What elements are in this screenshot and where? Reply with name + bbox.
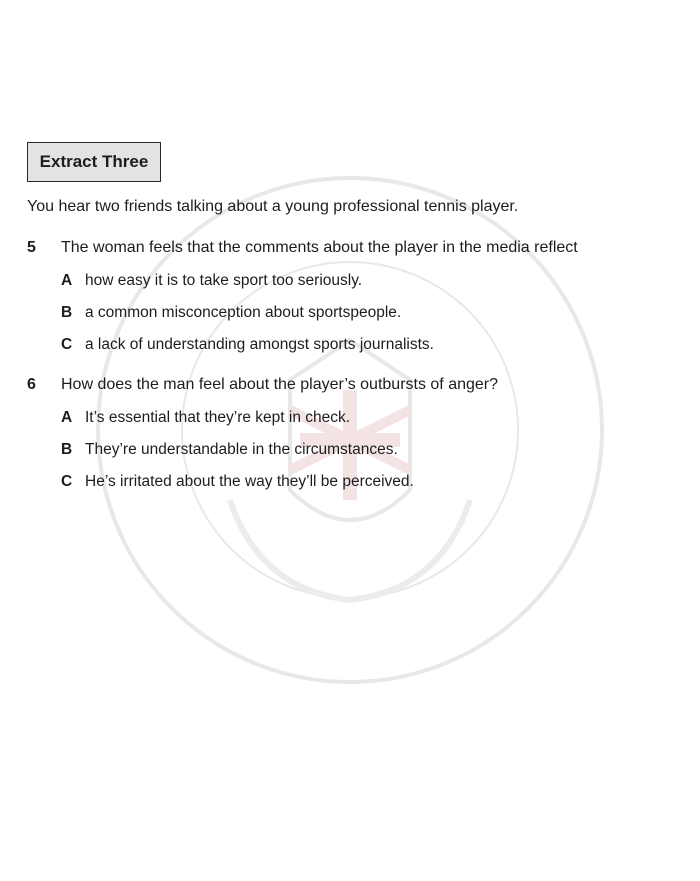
option-text: a common misconception about sportspeople.	[85, 304, 402, 321]
option-text: They’re understandable in the circumstances.	[85, 441, 398, 458]
option-letter: A	[61, 272, 73, 289]
section-title: Extract Three	[39, 152, 149, 171]
answer-option[interactable]	[61, 336, 434, 354]
answer-option[interactable]	[61, 272, 362, 290]
option-letter: A	[61, 409, 73, 426]
answer-option[interactable]	[61, 441, 398, 459]
option-letter: B	[61, 441, 73, 458]
answer-option[interactable]	[61, 473, 414, 491]
answer-option[interactable]	[61, 304, 401, 322]
option-text: a lack of understanding amongst sports journalists.	[85, 336, 434, 353]
question-number: 5	[27, 239, 36, 256]
option-letter: C	[61, 473, 73, 490]
option-text: He’s irritated about the way they’ll be perceived.	[85, 473, 414, 490]
question-text: The woman feels that the comments about the player in the media reflect	[61, 239, 578, 256]
section-title-box	[27, 142, 161, 182]
question-number: 6	[27, 376, 36, 393]
question-text: How does the man feel about the player’s outbursts of anger?	[61, 376, 499, 393]
option-text: It’s essential that they’re kept in check.	[85, 409, 351, 426]
option-letter: B	[61, 304, 73, 321]
option-text: how easy it is to take sport too seriously.	[85, 272, 363, 289]
extract-intro: You hear two friends talking about a young professional tennis player.	[27, 198, 519, 215]
answer-option[interactable]	[61, 409, 350, 427]
option-letter: C	[61, 336, 73, 353]
